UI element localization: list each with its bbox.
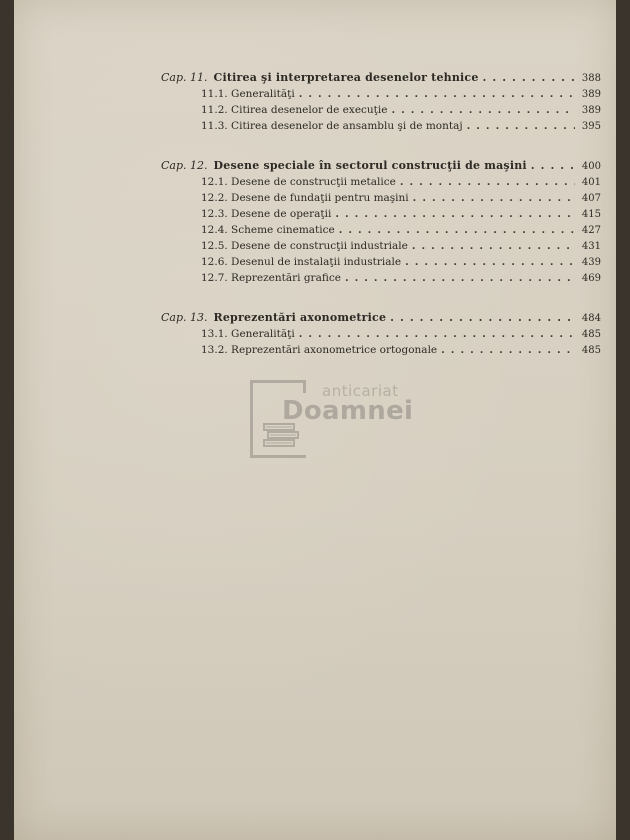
page-number: 485 [581, 329, 601, 340]
chapter-number: Cap. 13. [161, 311, 208, 324]
chapter-12-entry [161, 158, 601, 174]
section-entry [161, 238, 601, 254]
page-number: 389 [581, 105, 601, 116]
section-title: 12.4. Scheme cinematice [201, 224, 335, 236]
chapter-number: Cap. 12. [161, 159, 208, 172]
leader-dots [413, 190, 575, 206]
page-number: 400 [581, 161, 601, 172]
section-title: 12.5. Desene de construcţii industriale [201, 240, 408, 252]
watermark-logo [250, 380, 414, 460]
spacer [161, 134, 601, 158]
chapter-11-entry [161, 70, 601, 86]
section-title: 13.1. Generalităţi [201, 328, 295, 340]
leader-dots [391, 102, 575, 118]
leader-dots [405, 254, 575, 270]
page-number: 407 [581, 193, 601, 204]
chapter-13-entry [161, 310, 601, 326]
section-entry [161, 222, 601, 238]
section-title: 12.1. Desene de construcţii metalice [201, 176, 396, 188]
page-number: 415 [581, 209, 601, 220]
page-number: 395 [581, 121, 601, 132]
chapter-number: Cap. 11. [161, 71, 208, 84]
leader-dots [412, 238, 575, 254]
page-number: 431 [581, 241, 601, 252]
section-entry [161, 102, 601, 118]
leader-dots [483, 70, 575, 86]
section-entry [161, 342, 601, 358]
leader-dots [467, 118, 575, 134]
leader-dots [345, 270, 575, 286]
watermark-small-text: anticariat [322, 382, 399, 400]
leader-dots [441, 342, 575, 358]
leader-dots [339, 222, 575, 238]
section-title: 11.3. Citirea desenelor de ansamblu şi de montaj [201, 120, 463, 132]
spacer [161, 286, 601, 310]
watermark-big-text: Doamnei [282, 396, 414, 426]
section-entry [161, 206, 601, 222]
book-page [14, 0, 616, 840]
table-of-contents [161, 70, 601, 358]
leader-dots [299, 86, 575, 102]
chapter-title: Reprezentări axonometrice [213, 311, 387, 324]
chapter-title: Citirea şi interpretarea desenelor tehnice [213, 71, 479, 84]
section-entry [161, 326, 601, 342]
page-number: 469 [581, 273, 601, 284]
section-entry [161, 174, 601, 190]
page-number: 389 [581, 89, 601, 100]
page-number: 401 [581, 177, 601, 188]
page-number: 388 [581, 73, 601, 84]
section-title: 12.7. Reprezentări grafice [201, 272, 341, 284]
leader-dots [335, 206, 575, 222]
section-entry [161, 86, 601, 102]
section-title: 12.6. Desenul de instalaţii industriale [201, 256, 402, 268]
page-number: 439 [581, 257, 601, 268]
page-number: 427 [581, 225, 601, 236]
section-entry [161, 118, 601, 134]
section-entry [161, 270, 601, 286]
page-number: 484 [581, 313, 601, 324]
leader-dots [400, 174, 575, 190]
section-title: 11.1. Generalităţi [201, 88, 295, 100]
leader-dots [390, 310, 575, 326]
leader-dots [299, 326, 575, 342]
section-title: 12.2. Desene de fundaţii pentru maşini [201, 192, 409, 204]
section-title: 11.2. Citirea desenelor de execuţie [201, 104, 388, 116]
page-number: 485 [581, 345, 601, 356]
section-entry [161, 254, 601, 270]
leader-dots [531, 158, 575, 174]
chapter-title: Desene speciale în sectorul construcţii de maşini [213, 159, 527, 172]
section-entry [161, 190, 601, 206]
section-title: 12.3. Desene de operaţii [201, 208, 332, 220]
section-title: 13.2. Reprezentări axonometrice ortogonale [201, 344, 438, 356]
